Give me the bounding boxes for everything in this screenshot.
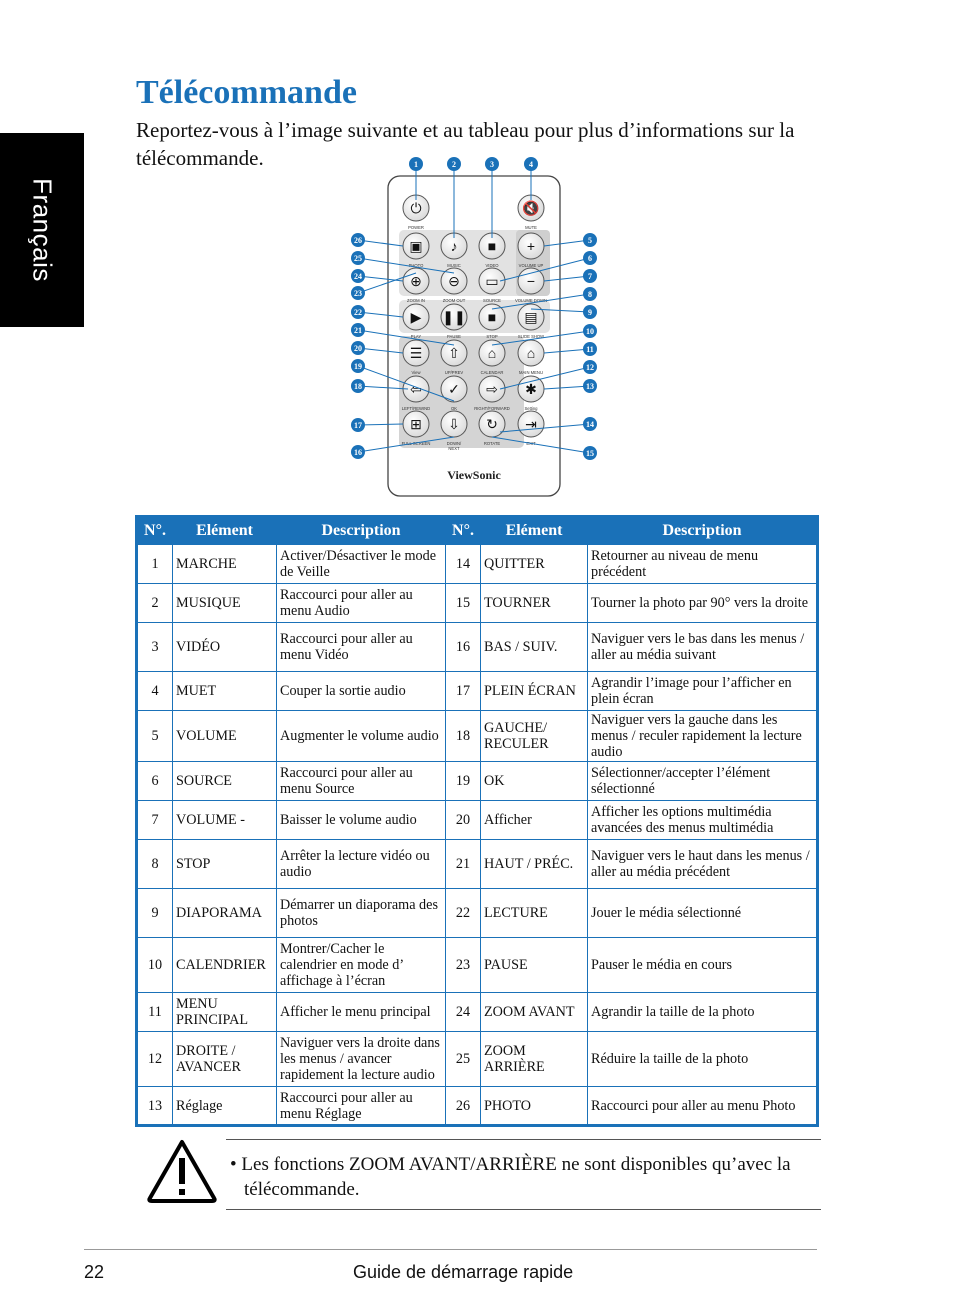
callout-number: 3 — [490, 160, 494, 169]
callout-number: 11 — [586, 345, 594, 354]
table-header-row — [137, 517, 818, 545]
callout-number: 2 — [452, 160, 456, 169]
cell-element: Réglage — [173, 1087, 277, 1126]
slide-show-icon: ▤ — [524, 309, 538, 325]
cell-description: Jouer le média sélectionné — [588, 889, 818, 938]
button-label-next: NEXT — [448, 446, 460, 451]
music-icon: ♪ — [450, 238, 458, 254]
callout-number: 7 — [588, 272, 592, 281]
button-label-music: MUSIC — [447, 263, 461, 268]
note-divider-bottom — [226, 1209, 821, 1210]
setting-icon: ✱ — [525, 381, 537, 397]
button-label-up-prev: UP/PREV — [444, 370, 464, 375]
cell-description: Sélectionner/accepter l’élément sélectionné — [588, 762, 818, 801]
button-label-down-next: DOWN/ — [446, 441, 462, 446]
source-icon: ▭ — [485, 273, 499, 289]
exit-icon: ⇥ — [525, 416, 537, 432]
cell-num: 6 — [137, 762, 173, 801]
callout-number: 26 — [354, 236, 362, 245]
cell-description: Afficher les options multimédia avancées des menus multimédia — [588, 801, 818, 840]
cell-num: 9 — [137, 889, 173, 938]
cell-num: 7 — [137, 801, 173, 840]
button-label-source: SOURCE — [483, 298, 501, 303]
cell-num: 17 — [446, 672, 481, 711]
callout-number: 1 — [414, 160, 418, 169]
cell-num: 2 — [137, 584, 173, 623]
cell-element: MUSIQUE — [173, 584, 277, 623]
button-label-volume-down: VOLUME DOWN — [514, 298, 548, 303]
button-label-rotate: ROTATE — [483, 441, 501, 446]
cell-description: Tourner la photo par 90° vers la droite — [588, 584, 818, 623]
pause-icon: ❚❚ — [442, 309, 466, 325]
cell-description: Raccourci pour aller au menu Réglage — [277, 1087, 446, 1126]
cell-description: Raccourci pour aller au menu Photo — [588, 1087, 818, 1126]
button-label-volume-up: VOLUME UP — [518, 263, 544, 268]
table-row — [137, 584, 818, 623]
cell-num: 11 — [137, 993, 173, 1032]
cell-element: CALENDRIER — [173, 938, 277, 993]
header-element-2: Elément — [481, 517, 588, 545]
cell-element: TOURNER — [481, 584, 588, 623]
remote-brand: ViewSonic — [447, 468, 501, 482]
callout-number: 24 — [354, 272, 362, 281]
cell-num: 5 — [137, 711, 173, 762]
page-number: 22 — [84, 1262, 105, 1282]
cell-num: 12 — [137, 1032, 173, 1087]
table-row — [137, 801, 818, 840]
cell-element: PAUSE — [481, 938, 588, 993]
cell-description: Naviguer vers la gauche dans les menus / reculer rapidement la lecture audio — [588, 711, 818, 762]
header-num-1: N°. — [137, 517, 173, 545]
header-num-2: N°. — [446, 517, 481, 545]
cell-element: OK — [481, 762, 588, 801]
cell-num: 8 — [137, 840, 173, 889]
cell-element: VOLUME - — [173, 801, 277, 840]
video-icon: ■ — [487, 238, 497, 254]
callout-number: 9 — [588, 308, 592, 317]
cell-description: Raccourci pour aller au menu Source — [277, 762, 446, 801]
volume-up-icon: + — [526, 238, 536, 254]
ok-icon: ✓ — [448, 381, 460, 397]
cell-num: 26 — [446, 1087, 481, 1126]
cell-num: 20 — [446, 801, 481, 840]
down-next-icon: ⇩ — [448, 416, 460, 432]
cell-description: Activer/Désactiver le mode de Veille — [277, 545, 446, 584]
cell-num: 21 — [446, 840, 481, 889]
callout-number: 25 — [354, 254, 362, 263]
zoom-in-icon: ⊕ — [410, 273, 422, 289]
button-label-photo: PHOTO — [408, 263, 424, 268]
callout-number: 20 — [354, 344, 362, 353]
button-label-main-menu: MAIN MENU — [519, 370, 543, 375]
remote-reference-table — [135, 515, 819, 1127]
cell-description: Réduire la taille de la photo — [588, 1032, 818, 1087]
callout-number: 10 — [586, 327, 594, 336]
cell-description: Agrandir l’image pour l’afficher en plein écran — [588, 672, 818, 711]
language-tab — [0, 133, 84, 327]
cell-element: ZOOM AVANT — [481, 993, 588, 1032]
cell-description: Montrer/Cacher le calendrier en mode d’ affichage à l’écran — [277, 938, 446, 993]
cell-description: Raccourci pour aller au menu Audio — [277, 584, 446, 623]
cell-num: 15 — [446, 584, 481, 623]
callout-number: 21 — [354, 326, 362, 335]
button-label-pause: PAUSE — [447, 334, 461, 339]
table-row — [137, 672, 818, 711]
table-row — [137, 1087, 818, 1126]
callout-number: 18 — [354, 382, 362, 391]
photo-icon: ▣ — [409, 238, 423, 254]
cell-num: 1 — [137, 545, 173, 584]
cell-num: 24 — [446, 993, 481, 1032]
callout-number: 6 — [588, 254, 592, 263]
button-label-zoom-in: ZOOM IN — [407, 298, 425, 303]
table-row — [137, 623, 818, 672]
cell-num: 13 — [137, 1087, 173, 1126]
cell-num: 18 — [446, 711, 481, 762]
button-label-power: POWER — [408, 225, 424, 230]
cell-element: MUET — [173, 672, 277, 711]
note-text: • Les fonctions ZOOM AVANT/ARRIÈRE ne sont disponibles qu’avec la télécommande. — [230, 1154, 791, 1200]
table-row — [137, 545, 818, 584]
cell-description: Naviguer vers le haut dans les menus / aller au média précédent — [588, 840, 818, 889]
button-label-calendar: CALENDAR — [480, 370, 504, 375]
cell-element: QUITTER — [481, 545, 588, 584]
header-description-2: Description — [588, 517, 818, 545]
cell-num: 16 — [446, 623, 481, 672]
calendar-icon: ⌂ — [487, 345, 497, 361]
mute-icon: 🔇 — [522, 200, 540, 216]
remote-diagram — [340, 150, 620, 500]
zoom-out-icon: ⊖ — [448, 273, 460, 289]
cell-num: 23 — [446, 938, 481, 993]
cell-description: Augmenter le volume audio — [277, 711, 446, 762]
cell-num: 10 — [137, 938, 173, 993]
up-prev-icon: ⇧ — [448, 345, 460, 361]
cell-description: Démarrer un diaporama des photos — [277, 889, 446, 938]
note-divider-top — [226, 1139, 821, 1140]
table-row — [137, 993, 818, 1032]
cell-description: Naviguer vers le bas dans les menus / aller au média suivant — [588, 623, 818, 672]
button-label-exit: EXIT — [526, 441, 536, 446]
cell-description: Naviguer vers la droite dans les menus / avancer rapidement la lecture audio — [277, 1032, 446, 1087]
cell-element: VIDÉO — [173, 623, 277, 672]
rotate-icon: ↻ — [486, 416, 498, 432]
header-element-1: Elément — [173, 517, 277, 545]
callout-number: 5 — [588, 236, 592, 245]
callout-number: 15 — [586, 449, 594, 458]
button-label-view: View — [411, 370, 421, 375]
right-forward-icon: ⇨ — [486, 381, 498, 397]
power-icon: ⏻ — [410, 200, 422, 216]
cell-description: Raccourci pour aller au menu Vidéo — [277, 623, 446, 672]
button-label-mute: MUTE — [525, 225, 537, 230]
cell-description: Couper la sortie audio — [277, 672, 446, 711]
page-title: Télécommande — [136, 74, 357, 111]
button-label-play: PLAY — [410, 334, 422, 339]
button-label-slide-show: SLIDE SHOW — [517, 334, 545, 339]
callout-number: 4 — [529, 160, 533, 169]
callout-number: 8 — [588, 290, 592, 299]
button-label-ok: OK — [450, 406, 458, 411]
stop-icon: ■ — [487, 309, 497, 325]
intro-text: Reportez-vous à l’image suivante et au tableau pour plus d’informations sur la télécommande. — [136, 118, 795, 170]
cell-description: Baisser le volume audio — [277, 801, 446, 840]
warning-icon — [146, 1138, 218, 1204]
table-row — [137, 711, 818, 762]
table-body — [137, 545, 818, 1126]
callout-number: 12 — [586, 363, 594, 372]
cell-element: MENU PRINCIPAL — [173, 993, 277, 1032]
cell-description: Pauser le média en cours — [588, 938, 818, 993]
table-row — [137, 1032, 818, 1087]
callout-number: 16 — [354, 448, 362, 457]
view-icon: ☰ — [409, 345, 423, 361]
button-label-right-forward: RIGHT/FORWARD — [474, 406, 510, 411]
guide-title: Guide de démarrage rapide — [353, 1262, 574, 1282]
cell-num: 22 — [446, 889, 481, 938]
main-menu-icon: ⌂ — [526, 345, 536, 361]
cell-description: Retourner au niveau de menu précédent — [588, 545, 818, 584]
cell-num: 4 — [137, 672, 173, 711]
cell-num: 25 — [446, 1032, 481, 1087]
cell-num: 3 — [137, 623, 173, 672]
cell-num: 19 — [446, 762, 481, 801]
callout-number: 13 — [586, 382, 594, 391]
button-label-video: VIDEO — [485, 263, 499, 268]
cell-num: 14 — [446, 545, 481, 584]
header-description-1: Description — [277, 517, 446, 545]
button-label-stop: STOP — [486, 334, 498, 339]
cell-element: HAUT / PRÉC. — [481, 840, 588, 889]
callout-number: 19 — [354, 362, 362, 371]
cell-element: SOURCE — [173, 762, 277, 801]
button-label-setting: Setting — [524, 406, 538, 411]
button-label-left-rewind: LEFT/REWIND — [401, 406, 431, 411]
cell-element: ZOOM ARRIÈRE — [481, 1032, 588, 1087]
play-icon: ▶ — [410, 309, 422, 325]
cell-element: Afficher — [481, 801, 588, 840]
language-label: Français — [27, 178, 58, 282]
volume-down-icon: − — [526, 273, 536, 289]
cell-description: Agrandir la taille de la photo — [588, 993, 818, 1032]
cell-element: VOLUME — [173, 711, 277, 762]
button-label-zoom-out: ZOOM OUT — [442, 298, 466, 303]
callout-number: 17 — [354, 421, 362, 430]
cell-description: Arrêter la lecture vidéo ou audio — [277, 840, 446, 889]
button-label-full-screen: FULL SCREEN — [401, 441, 431, 446]
cell-element: DIAPORAMA — [173, 889, 277, 938]
cell-element: MARCHE — [173, 545, 277, 584]
callout-number: 22 — [354, 308, 362, 317]
full-screen-icon: ⊞ — [410, 416, 422, 432]
cell-element: STOP — [173, 840, 277, 889]
callout-number: 23 — [354, 289, 362, 298]
footer-divider — [84, 1249, 817, 1250]
cell-description: Afficher le menu principal — [277, 993, 446, 1032]
cell-element: PLEIN ÉCRAN — [481, 672, 588, 711]
table-row — [137, 889, 818, 938]
cell-element: LECTURE — [481, 889, 588, 938]
table-row — [137, 762, 818, 801]
cell-element: GAUCHE/ RECULER — [481, 711, 588, 762]
cell-element: BAS / SUIV. — [481, 623, 588, 672]
table-row — [137, 938, 818, 993]
left-rewind-icon: ⇦ — [410, 381, 422, 397]
cell-element: PHOTO — [481, 1087, 588, 1126]
callout-number: 14 — [586, 420, 594, 429]
table-row — [137, 840, 818, 889]
cell-element: DROITE / AVANCER — [173, 1032, 277, 1087]
